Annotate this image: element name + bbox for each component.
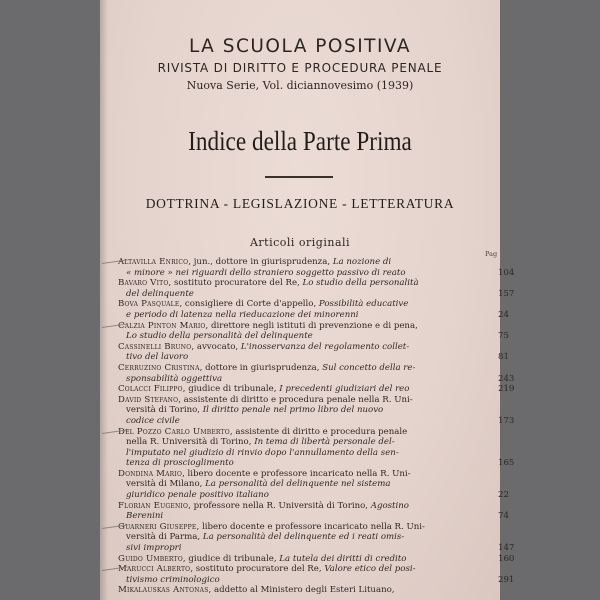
entry-description: , avvocato, bbox=[191, 341, 241, 352]
entry-article-title: e periodo di latenza nella rieducazione dei minorenni bbox=[126, 309, 359, 320]
entry-line bbox=[118, 268, 436, 279]
index-entry bbox=[118, 341, 509, 363]
entry-line bbox=[118, 501, 436, 512]
entry-page-number: 75 bbox=[498, 331, 509, 342]
title-divider bbox=[265, 176, 333, 178]
index-entry bbox=[118, 553, 515, 565]
entry-article-title: giuridico penale positivo italiano bbox=[126, 490, 269, 501]
entry-article-title: sivi impropri bbox=[126, 543, 182, 554]
index-entry bbox=[118, 521, 515, 554]
entry-author: Cerruzino Cristina bbox=[118, 362, 200, 373]
entry-description: nella R. Università di Torino, bbox=[126, 437, 255, 448]
entry-article-title: Berenini bbox=[126, 511, 164, 522]
entry-description: , direttore negli istituti di prevenzione e di pena, bbox=[205, 320, 418, 331]
entry-description: , professore nella R. Università di Torino, bbox=[188, 500, 371, 511]
entry-line bbox=[118, 384, 436, 395]
section-title: DOTTRINA - LEGISLAZIONE - LETTERATURA bbox=[145, 196, 455, 211]
entry-article-title: La tutela dei diritti di credito bbox=[279, 553, 407, 564]
entry-article-title: codice civile bbox=[126, 415, 180, 426]
entry-line bbox=[118, 554, 436, 565]
entry-line bbox=[118, 511, 436, 522]
entry-line bbox=[118, 374, 436, 385]
index-entry bbox=[118, 384, 515, 395]
entry-page-number: 81 bbox=[498, 352, 509, 363]
entry-article-title: l'imputato nel giudizio di rinvio dopo l'annullamento della sen- bbox=[126, 447, 399, 458]
index-entry bbox=[118, 257, 515, 278]
entry-page-number: 160 bbox=[498, 553, 515, 564]
index-entry bbox=[118, 278, 515, 299]
entry-description: , jun., dottore in giurisprudenza, bbox=[188, 257, 333, 267]
index-entries bbox=[118, 257, 515, 596]
entry-line bbox=[118, 437, 436, 448]
entry-line bbox=[118, 395, 436, 406]
entry-author: Altavilla Enrico bbox=[118, 257, 189, 267]
entry-page-number: 157 bbox=[498, 288, 515, 299]
entry-line bbox=[118, 352, 436, 363]
entry-page-number: 24 bbox=[498, 309, 509, 320]
entry-author: Calzia Pinton Mario bbox=[118, 320, 206, 331]
entry-article-title: La personalità del delinquente nel sistema bbox=[205, 479, 391, 490]
entry-line bbox=[118, 458, 436, 469]
entry-line bbox=[118, 575, 436, 586]
entry-description: , consigliere di Corte d'appello, bbox=[179, 299, 319, 310]
entry-author: Mikalauskas Antonas bbox=[118, 585, 209, 596]
entry-line bbox=[118, 543, 436, 554]
document-page bbox=[100, 0, 515, 600]
entry-article-title: La personalità del delinquente ed i reati omis- bbox=[202, 532, 405, 543]
entry-author: Bova Pasquale bbox=[118, 299, 180, 310]
entry-description: , giudice di tribunale, bbox=[182, 384, 280, 395]
entry-line bbox=[118, 342, 436, 353]
index-entry bbox=[118, 500, 509, 522]
entry-line bbox=[118, 278, 436, 289]
entry-line bbox=[118, 490, 436, 501]
entry-article-title: Agostino bbox=[370, 500, 409, 511]
entry-author: Marucci Alberto bbox=[118, 564, 191, 575]
entry-author: Cassinelli Bruno bbox=[118, 341, 192, 352]
entry-page-number: 74 bbox=[498, 511, 509, 522]
entry-article-title: Lo studio della personalità del delinquente bbox=[126, 331, 313, 342]
journal-series: Nuova Serie, Vol. diciannovesimo (1939) bbox=[186, 79, 414, 92]
entry-page-number: 243 bbox=[498, 373, 515, 384]
entry-line bbox=[118, 448, 436, 459]
page-column-label: Pag bbox=[485, 250, 498, 258]
entry-page-number: 291 bbox=[498, 574, 515, 585]
entry-article-title: La nozione di bbox=[332, 257, 392, 267]
entry-page-number: 165 bbox=[498, 458, 515, 469]
entry-article-title: In tema di libertà personale del- bbox=[254, 437, 395, 448]
entry-author: Bavaro Vito bbox=[118, 278, 169, 289]
entry-line bbox=[118, 522, 436, 533]
entry-line bbox=[118, 479, 436, 490]
entry-article-title: Lo studio della personalità bbox=[302, 278, 419, 289]
articles-heading: Articoli originali bbox=[249, 236, 351, 249]
entry-description: versità di Torino, bbox=[126, 405, 203, 416]
entry-author: Colacci Filippo bbox=[118, 384, 183, 395]
entry-line bbox=[118, 289, 436, 300]
entry-line bbox=[118, 310, 436, 321]
entry-line bbox=[118, 257, 436, 268]
entry-article-title: sponsabilità oggettiva bbox=[126, 373, 223, 384]
entry-line bbox=[118, 532, 436, 543]
entry-page-number: 104 bbox=[498, 267, 515, 278]
index-entry bbox=[118, 585, 436, 596]
journal-subtitle: RIVISTA DI DIRITTO E PROCEDURA PENALE bbox=[157, 61, 443, 75]
entry-page-number: 173 bbox=[498, 415, 515, 426]
index-entry bbox=[118, 299, 509, 320]
entry-author: Guido Umberto bbox=[118, 553, 183, 564]
index-entry bbox=[118, 468, 509, 501]
entry-description: , dottore in giurisprudenza, bbox=[199, 362, 323, 373]
entry-author: Dondina Mario bbox=[118, 468, 183, 479]
entry-article-title: tivismo criminologico bbox=[126, 574, 220, 585]
entry-description: , libero docente e professore incaricato nella R. Uni- bbox=[182, 468, 411, 479]
entry-article-title: « minore » nei riguardi dello straniero soggetto passivo di reato bbox=[126, 267, 406, 278]
index-entry bbox=[118, 320, 509, 342]
entry-author: David Stefano bbox=[118, 394, 179, 405]
index-title: Indice della Parte Prima bbox=[188, 126, 412, 156]
entry-description: , libero docente e professore incaricato nella R. Uni- bbox=[196, 521, 425, 532]
entry-description: , assistente di diritto e procedura penale nella R. Uni- bbox=[178, 394, 413, 405]
entry-line bbox=[118, 331, 436, 342]
entry-description: , sostituto procuratore del Re, bbox=[168, 278, 303, 289]
entry-page-number: 22 bbox=[498, 490, 509, 501]
entry-description: , addetto al Ministero degli Esteri Lituano, bbox=[208, 585, 395, 596]
index-entry bbox=[118, 362, 515, 384]
entry-article-title: Possibilità educative bbox=[318, 299, 409, 310]
entry-line bbox=[118, 299, 436, 310]
entry-line bbox=[118, 363, 436, 374]
journal-title: LA SCUOLA POSITIVA bbox=[188, 36, 412, 57]
entry-line bbox=[118, 321, 436, 332]
index-entry bbox=[118, 564, 515, 585]
entry-description: versità di Milano, bbox=[126, 479, 206, 490]
entry-page-number: 219 bbox=[498, 384, 515, 395]
entry-description: versità di Parma, bbox=[126, 532, 203, 543]
entry-author: Del Pozzo Carlo Umberto bbox=[118, 426, 230, 437]
entry-description: , sostituto procuratore del Re, bbox=[190, 564, 325, 575]
entry-page-number: 147 bbox=[498, 543, 515, 554]
entry-author: Florian Eugenio bbox=[118, 500, 189, 511]
entry-author: Guarneri Giuseppe bbox=[118, 521, 197, 532]
entry-article-title: Il diritto penale nel primo libro del nuovo bbox=[202, 405, 384, 416]
entry-line bbox=[118, 405, 436, 416]
entry-article-title: Valore etico del posi- bbox=[324, 564, 416, 575]
entry-line bbox=[118, 469, 436, 480]
entry-description: , assistente di diritto e procedura penale bbox=[229, 426, 408, 437]
entry-article-title: I precedenti giudiziari del reo bbox=[279, 384, 410, 395]
entry-line bbox=[118, 427, 436, 438]
index-entry bbox=[118, 426, 515, 469]
entry-description: , giudice di tribunale, bbox=[182, 553, 280, 564]
entry-article-title: tivo del lavoro bbox=[126, 352, 189, 363]
entry-line bbox=[118, 416, 436, 427]
entry-line bbox=[118, 585, 436, 596]
entry-article-title: L'inosservanza del regolamento collet- bbox=[240, 341, 410, 352]
entry-line bbox=[118, 564, 436, 575]
index-entry bbox=[118, 394, 515, 427]
entry-article-title: Sul concetto della re- bbox=[322, 362, 416, 373]
entry-article-title: tenza di proscioglimento bbox=[126, 458, 234, 469]
entry-article-title: del delinquente bbox=[126, 288, 194, 299]
